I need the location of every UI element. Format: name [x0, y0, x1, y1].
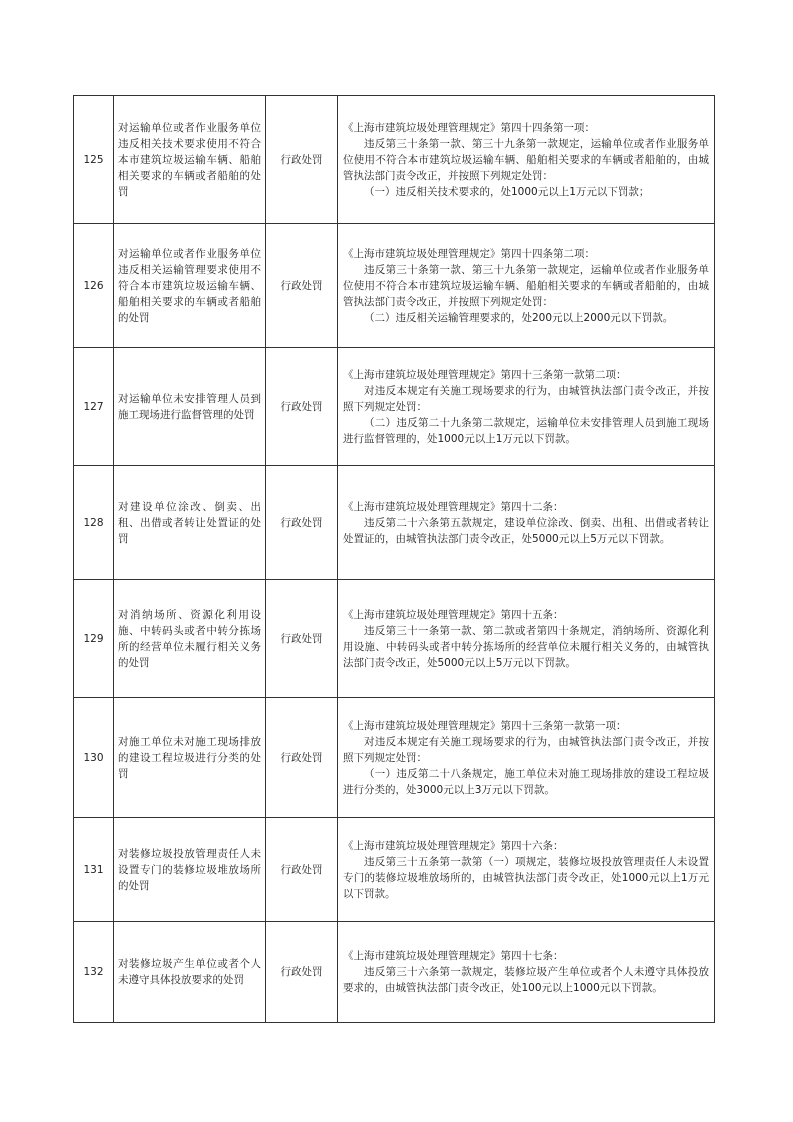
- item-type: 行政处罚: [266, 922, 338, 1023]
- table-row: [74, 922, 715, 1023]
- table-row: [74, 224, 715, 348]
- basis-body: 违反第三十一条第一款、第二款或者第四十条规定，消纳场所、资源化利用设施、中转码头或者中转分拣场所的经营单位未履行相关义务的，由城管执法部门责令改正，处5000元以上5万元以下罚款。: [343, 624, 709, 669]
- basis-body: 违反第三十条第一款、第三十九条第一款规定，运输单位或者作业服务单位使用不符合本市建筑垃圾运输车辆、船舶相关要求的车辆或者船舶的，由城管执法部门责令改正，并按照下列规定处罚：: [343, 263, 709, 308]
- table-row: [74, 818, 715, 922]
- basis-title: 《上海市建筑垃圾处理管理规定》第四十七条：: [343, 950, 564, 962]
- row-number: 128: [74, 466, 114, 580]
- legal-basis: [338, 818, 715, 922]
- basis-title: 《上海市建筑垃圾处理管理规定》第四十三条第一款第二项：: [343, 368, 627, 381]
- basis-body: 对违反本规定有关施工现场要求的行为，由城管执法部门责令改正，并按照下列规定处罚：: [343, 384, 709, 413]
- item-type: 行政处罚: [266, 580, 338, 698]
- item-name: 对施工单位未对施工现场排放的建设工程垃圾进行分类的处罚: [114, 698, 266, 818]
- table-row: [74, 96, 715, 224]
- row-number: 126: [74, 224, 114, 348]
- basis-title: 《上海市建筑垃圾处理管理规定》第四十二条：: [343, 500, 564, 513]
- item-name: 对建设单位涂改、倒卖、出租、出借或者转让处置证的处罚: [114, 466, 266, 580]
- item-name: 对装修垃圾产生单位或者个人未遵守具体投放要求的处罚: [114, 922, 266, 1023]
- row-number: 132: [74, 922, 114, 1023]
- row-number: 125: [74, 96, 114, 224]
- table-row: [74, 698, 715, 818]
- item-type: 行政处罚: [266, 224, 338, 348]
- penalty-table: [73, 95, 715, 1023]
- basis-title: 《上海市建筑垃圾处理管理规定》第四十六条：: [343, 839, 564, 852]
- basis-extra: （二）违反第二十九条第二款规定，运输单位未安排管理人员到施工现场进行监督管理的，处1000元以上1万元以下罚款。: [343, 416, 709, 445]
- basis-body: 违反第三十五条第一款第（一）项规定，装修垃圾投放管理责任人未设置专门的装修垃圾堆放场所的，由城管执法部门责令改正，处1000元以上1万元以下罚款。: [343, 855, 709, 900]
- item-name: 对运输单位或者作业服务单位违反相关运输管理要求使用不符合本市建筑垃圾运输车辆、船舶相关要求的车辆或者船舶的处罚: [114, 224, 266, 348]
- item-type: 行政处罚: [266, 818, 338, 922]
- basis-extra: （二）违反相关运输管理要求的，处200元以上2000元以下罚款。: [364, 311, 674, 324]
- legal-basis: [338, 348, 715, 466]
- row-number: 131: [74, 818, 114, 922]
- basis-extra: （一）违反相关技术要求的，处1000元以上1万元以下罚款；: [364, 185, 650, 198]
- basis-extra: （一）违反第二十八条规定，施工单位未对施工现场排放的建设工程垃圾进行分类的，处3000元以上3万元以下罚款。: [343, 767, 709, 796]
- legal-basis: [338, 698, 715, 818]
- basis-body: 违反第三十条第一款、第三十九条第一款规定，运输单位或者作业服务单位使用不符合本市建筑垃圾运输车辆、船舶相关要求的车辆或者船舶的，由城管执法部门责令改正，并按照下列规定处罚：: [343, 137, 709, 182]
- item-type: 行政处罚: [266, 698, 338, 818]
- basis-title: 《上海市建筑垃圾处理管理规定》第四十五条：: [343, 608, 564, 621]
- item-type: 行政处罚: [266, 96, 338, 224]
- item-name: 对消纳场所、资源化利用设施、中转码头或者中转分拣场所的经营单位未履行相关义务的处罚: [114, 580, 266, 698]
- row-number: 130: [74, 698, 114, 818]
- basis-title: 《上海市建筑垃圾处理管理规定》第四十四条第二项：: [343, 247, 595, 260]
- legal-basis: [338, 224, 715, 348]
- table-row: [74, 580, 715, 698]
- legal-basis: [338, 466, 715, 580]
- basis-title: 《上海市建筑垃圾处理管理规定》第四十四条第一项：: [343, 121, 595, 134]
- item-type: 行政处罚: [266, 348, 338, 466]
- legal-basis: [338, 580, 715, 698]
- row-number: 127: [74, 348, 114, 466]
- item-name: 对装修垃圾投放管理责任人未设置专门的装修垃圾堆放场所的处罚: [114, 818, 266, 922]
- table-row: [74, 348, 715, 466]
- basis-body: 违反第三十六条第一款规定，装修垃圾产生单位或者个人未遵守具体投放要求的，由城管执法部门责令改正，处100元以上1000元以下罚款。: [343, 966, 709, 994]
- basis-title: 《上海市建筑垃圾处理管理规定》第四十三条第一款第一项：: [343, 719, 627, 732]
- table-row: [74, 466, 715, 580]
- item-name: 对运输单位或者作业服务单位违反相关技术要求使用不符合本市建筑垃圾运输车辆、船舶相关要求的车辆或者船舶的处罚: [114, 96, 266, 224]
- item-name: 对运输单位未安排管理人员到施工现场进行监督管理的处罚: [114, 348, 266, 466]
- legal-basis: [338, 96, 715, 224]
- row-number: 129: [74, 580, 114, 698]
- basis-body: 违反第二十六条第五款规定，建设单位涂改、倒卖、出租、出借或者转让处置证的，由城管执法部门责令改正，处5000元以上5万元以下罚款。: [343, 516, 709, 545]
- legal-basis: [338, 922, 715, 1023]
- item-type: 行政处罚: [266, 466, 338, 580]
- basis-body: 对违反本规定有关施工现场要求的行为，由城管执法部门责令改正，并按照下列规定处罚：: [343, 735, 709, 764]
